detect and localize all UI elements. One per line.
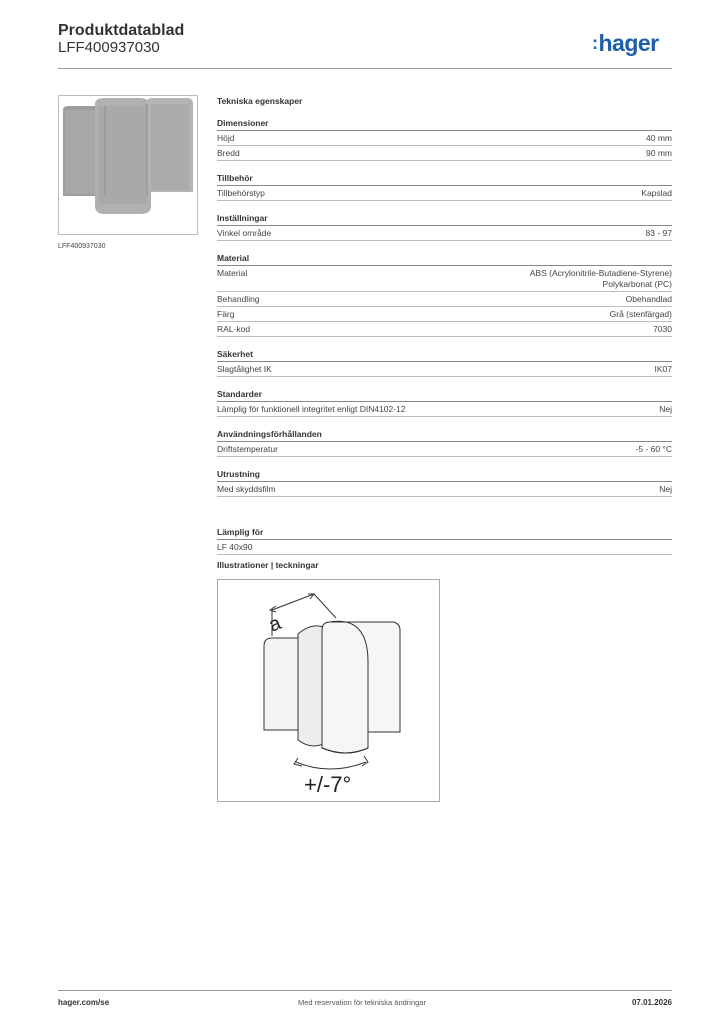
- spec-key: Vinkel område: [217, 228, 272, 238]
- spec-value: [530, 268, 672, 290]
- spec-value: Nej: [659, 404, 672, 414]
- spec-value: Grå (stenfärgad): [609, 309, 672, 319]
- header-divider: [58, 68, 672, 69]
- spec-key: Driftstemperatur: [217, 444, 278, 454]
- spec-row: [217, 131, 672, 146]
- angle-label: +/-7°: [304, 772, 352, 797]
- spec-value: 83 - 97: [645, 228, 672, 238]
- product-code: LFF400937030: [58, 39, 160, 56]
- spec-key: Höjd: [217, 133, 235, 143]
- spec-value: Kapslad: [641, 188, 672, 198]
- section-title: Säkerhet: [217, 349, 672, 362]
- spec-row: [217, 292, 672, 307]
- spec-value: Nej: [659, 484, 672, 494]
- spec-row: [217, 362, 672, 377]
- spec-row: [217, 186, 672, 201]
- section-title: Utrustning: [217, 469, 672, 482]
- spec-value: Obehandlad: [625, 294, 672, 304]
- spec-key: Material: [217, 268, 248, 278]
- logo-dots: :: [592, 33, 598, 53]
- section-title: Användningsförhållanden: [217, 429, 672, 442]
- suitable-for-row: [217, 540, 672, 555]
- spec-row: [217, 442, 672, 457]
- spec-key: Behandling: [217, 294, 260, 304]
- product-image-caption: LFF400937030: [58, 243, 106, 250]
- spec-row: [217, 146, 672, 161]
- spec-key: Bredd: [217, 148, 240, 158]
- spec-key: Lämplig för funktionell integritet enligt DIN4102-12: [217, 404, 406, 414]
- product-image: [58, 95, 198, 235]
- spec-row: [217, 322, 672, 337]
- spec-value: 7030: [653, 324, 672, 334]
- spec-row: [217, 307, 672, 322]
- spec-key: RAL-kod: [217, 324, 251, 334]
- section-title: Inställningar: [217, 213, 672, 226]
- spec-key: Färg: [217, 309, 235, 319]
- spec-key: Tillbehörstyp: [217, 188, 265, 198]
- logo-text: hager: [598, 30, 659, 56]
- specs-heading: Tekniska egenskaper: [217, 96, 303, 106]
- spec-value-line: ABS (Acrylonitrile-Butadiene-Styrene): [529, 268, 672, 278]
- section-title: Material: [217, 253, 672, 266]
- footer-divider: [58, 990, 672, 991]
- dimension-a-label: a: [265, 612, 285, 637]
- section-title: Tillbehör: [217, 173, 672, 186]
- spec-value-line: Polykarbonat (PC): [602, 279, 672, 289]
- spec-row: [217, 402, 672, 417]
- footer-website[interactable]: hager.com/se: [58, 998, 110, 1007]
- suitable-for-value: LF 40x90: [217, 542, 253, 552]
- product-photo: [59, 96, 197, 234]
- hager-logo: [592, 30, 659, 57]
- spec-key: Med skyddsfilm: [217, 484, 276, 494]
- drawing-svg: [218, 580, 439, 801]
- footer-disclaimer: Med reservation för tekniska ändringar: [298, 998, 426, 1007]
- spec-value: -5 - 60 °C: [635, 444, 672, 454]
- section-title: Standarder: [217, 389, 672, 402]
- spec-value: 90 mm: [646, 148, 672, 158]
- footer-date: 07.01.2026: [631, 998, 672, 1007]
- spec-row: [217, 226, 672, 241]
- spec-row: [217, 266, 672, 292]
- spec-value: IK07: [654, 364, 672, 374]
- suitable-for-title: Lämplig för: [217, 527, 672, 540]
- section-title: Dimensioner: [217, 118, 672, 131]
- spec-key: Slagtålighet IK: [217, 364, 272, 374]
- technical-drawing: [217, 579, 440, 802]
- spec-value: 40 mm: [646, 133, 672, 143]
- spec-row: [217, 482, 672, 497]
- illustrations-heading: Illustrationer | teckningar: [217, 560, 319, 570]
- document-title: Produktdatablad: [58, 22, 185, 39]
- technical-specs: [217, 96, 672, 555]
